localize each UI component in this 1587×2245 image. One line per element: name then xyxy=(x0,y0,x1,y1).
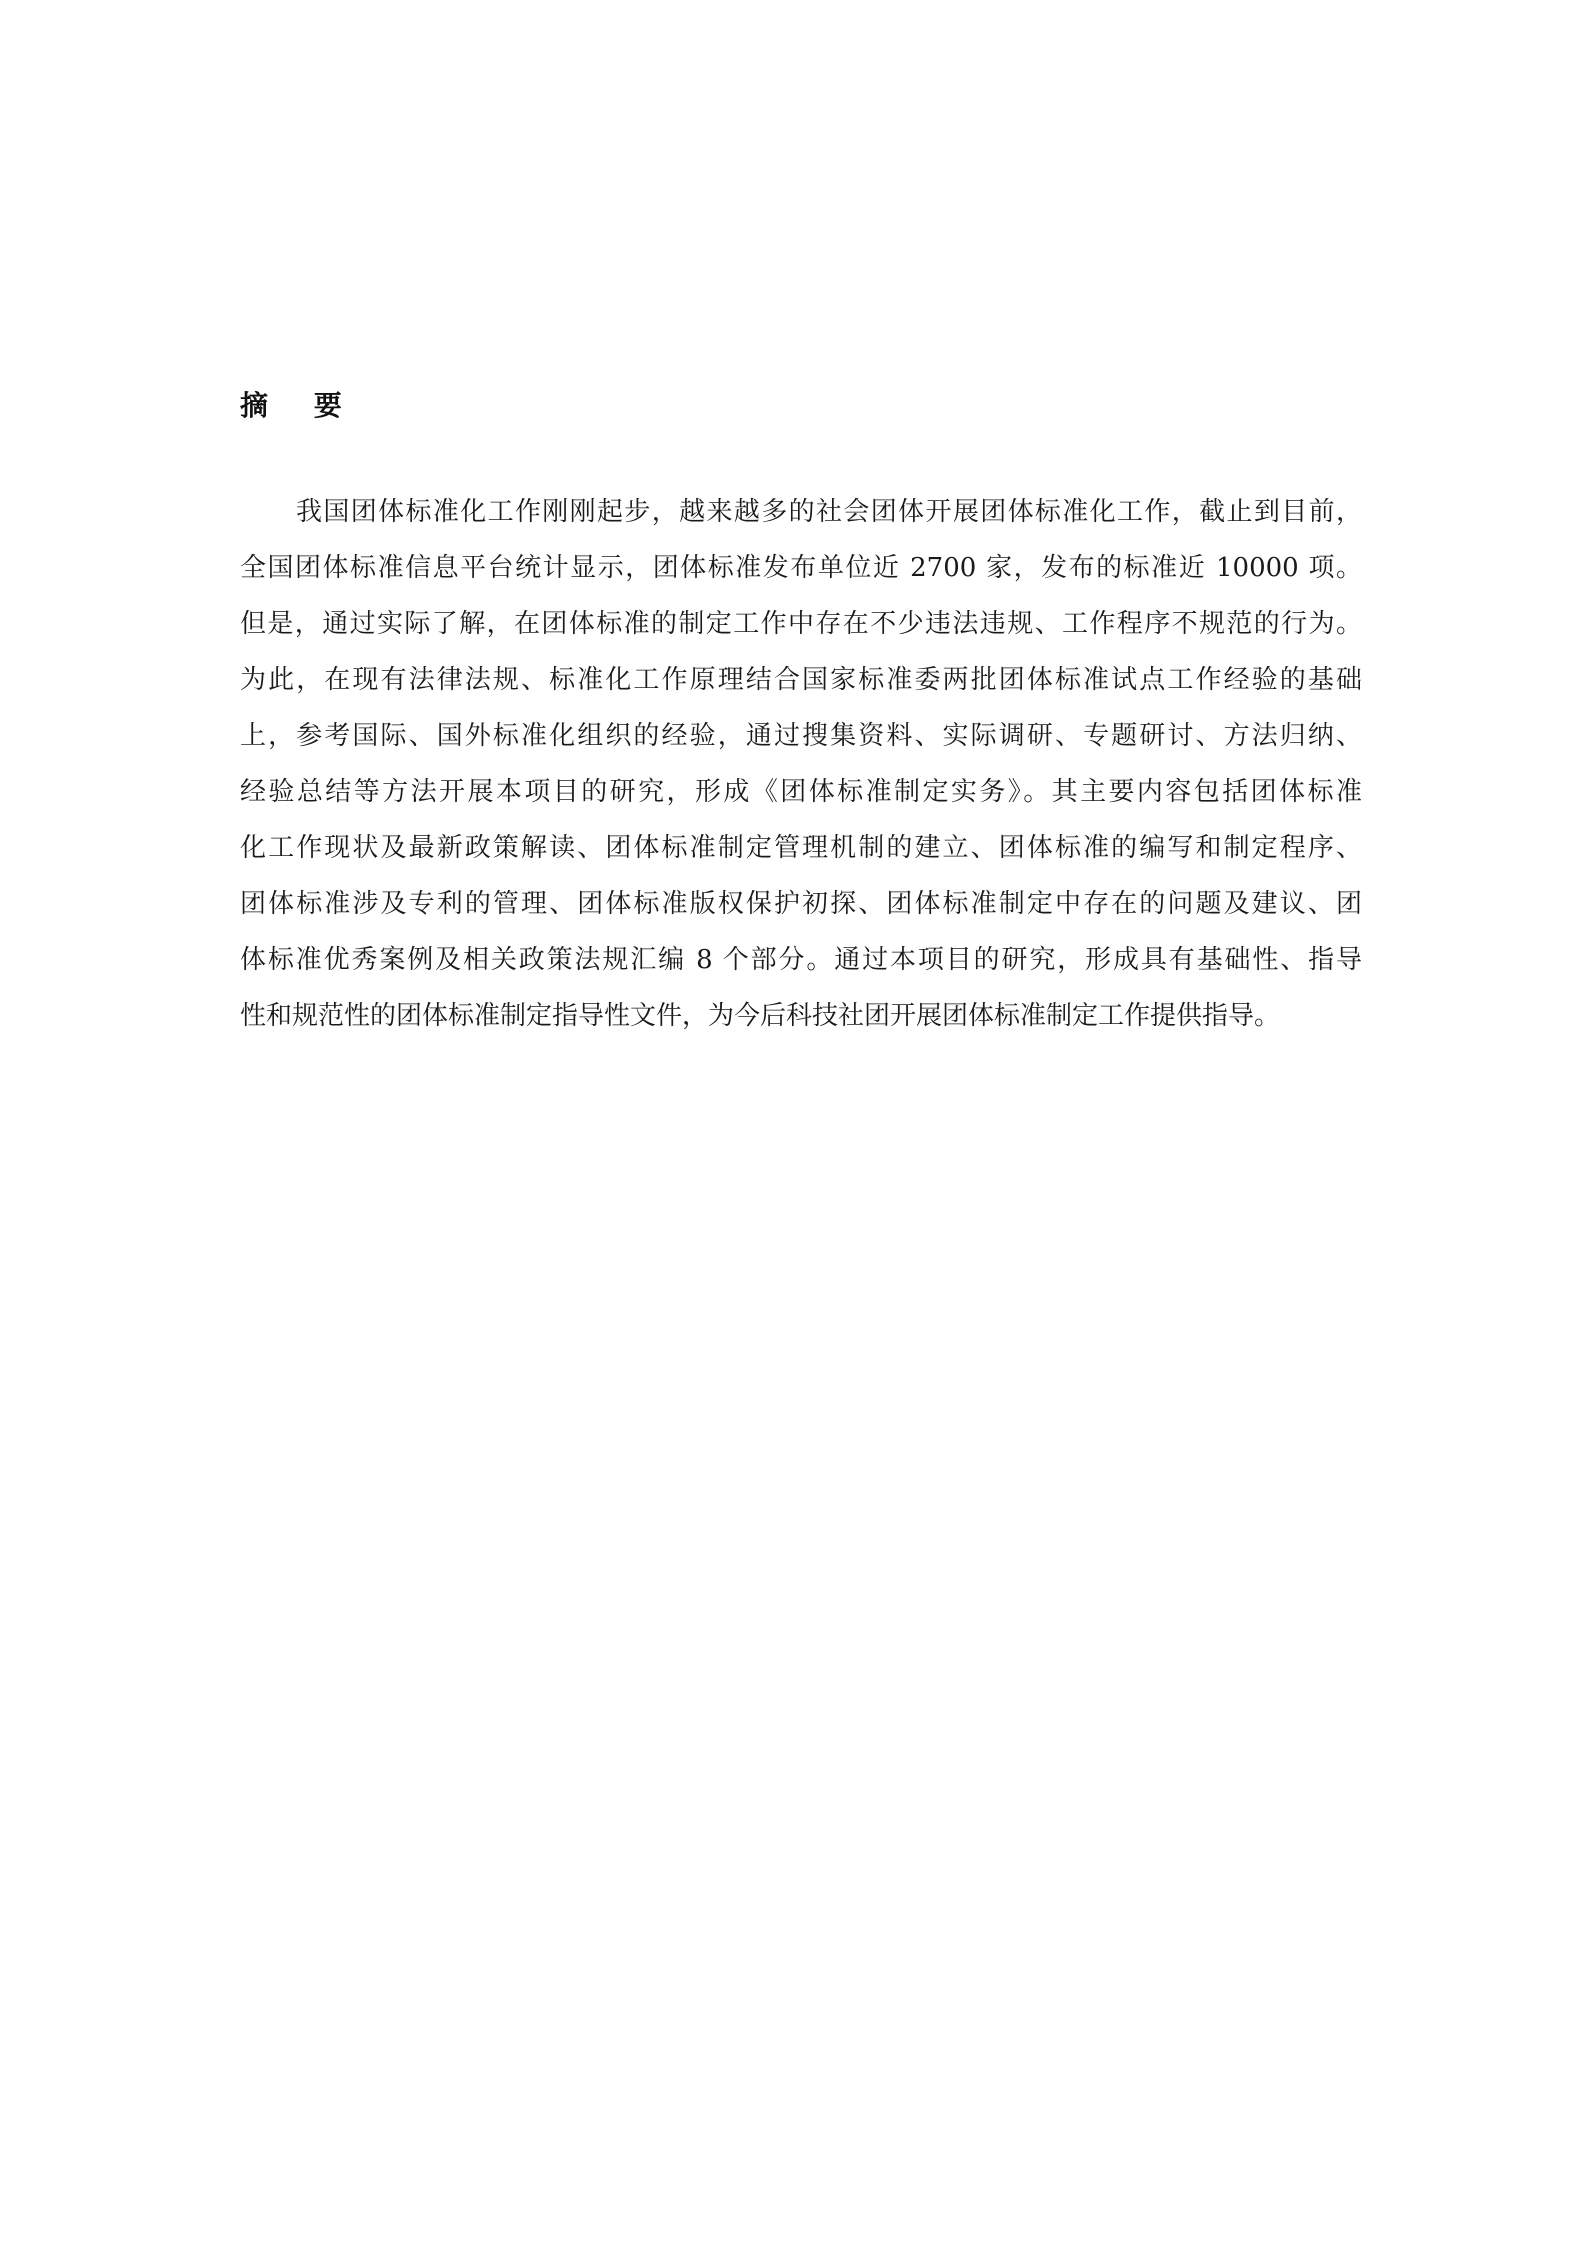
abstract-line: 体标准优秀案例及相关政策法规汇编 8 个部分。通过本项目的研究，形成具有基础性、指导 xyxy=(240,945,1362,975)
abstract-heading: 摘 要 xyxy=(240,389,360,422)
abstract-line: 经验总结等方法开展本项目的研究，形成《团体标准制定实务》。其主要内容包括团体标准 xyxy=(240,777,1362,807)
abstract-line: 但是，通过实际了解，在团体标准的制定工作中存在不少违法违规、工作程序不规范的行为。 xyxy=(240,609,1362,639)
abstract-line: 我国团体标准化工作刚刚起步，越来越多的社会团体开展团体标准化工作，截止到目前， xyxy=(296,497,1362,527)
abstract-paragraph xyxy=(240,484,1362,1044)
abstract-line: 上，参考国际、国外标准化组织的经验，通过搜集资料、实际调研、专题研讨、方法归纳、 xyxy=(240,721,1362,751)
abstract-line: 全国团体标准信息平台统计显示，团体标准发布单位近 2700 家，发布的标准近 10000 项。 xyxy=(240,553,1362,583)
abstract-line: 性和规范性的团体标准制定指导性文件，为今后科技社团开展团体标准制定工作提供指导。 xyxy=(240,1001,1281,1031)
abstract-line: 化工作现状及最新政策解读、团体标准制定管理机制的建立、团体标准的编写和制定程序、 xyxy=(240,833,1362,863)
abstract-line: 团体标准涉及专利的管理、团体标准版权保护初探、团体标准制定中存在的问题及建议、团 xyxy=(240,889,1362,919)
abstract-line: 为此，在现有法律法规、标准化工作原理结合国家标准委两批团体标准试点工作经验的基础 xyxy=(240,665,1362,695)
